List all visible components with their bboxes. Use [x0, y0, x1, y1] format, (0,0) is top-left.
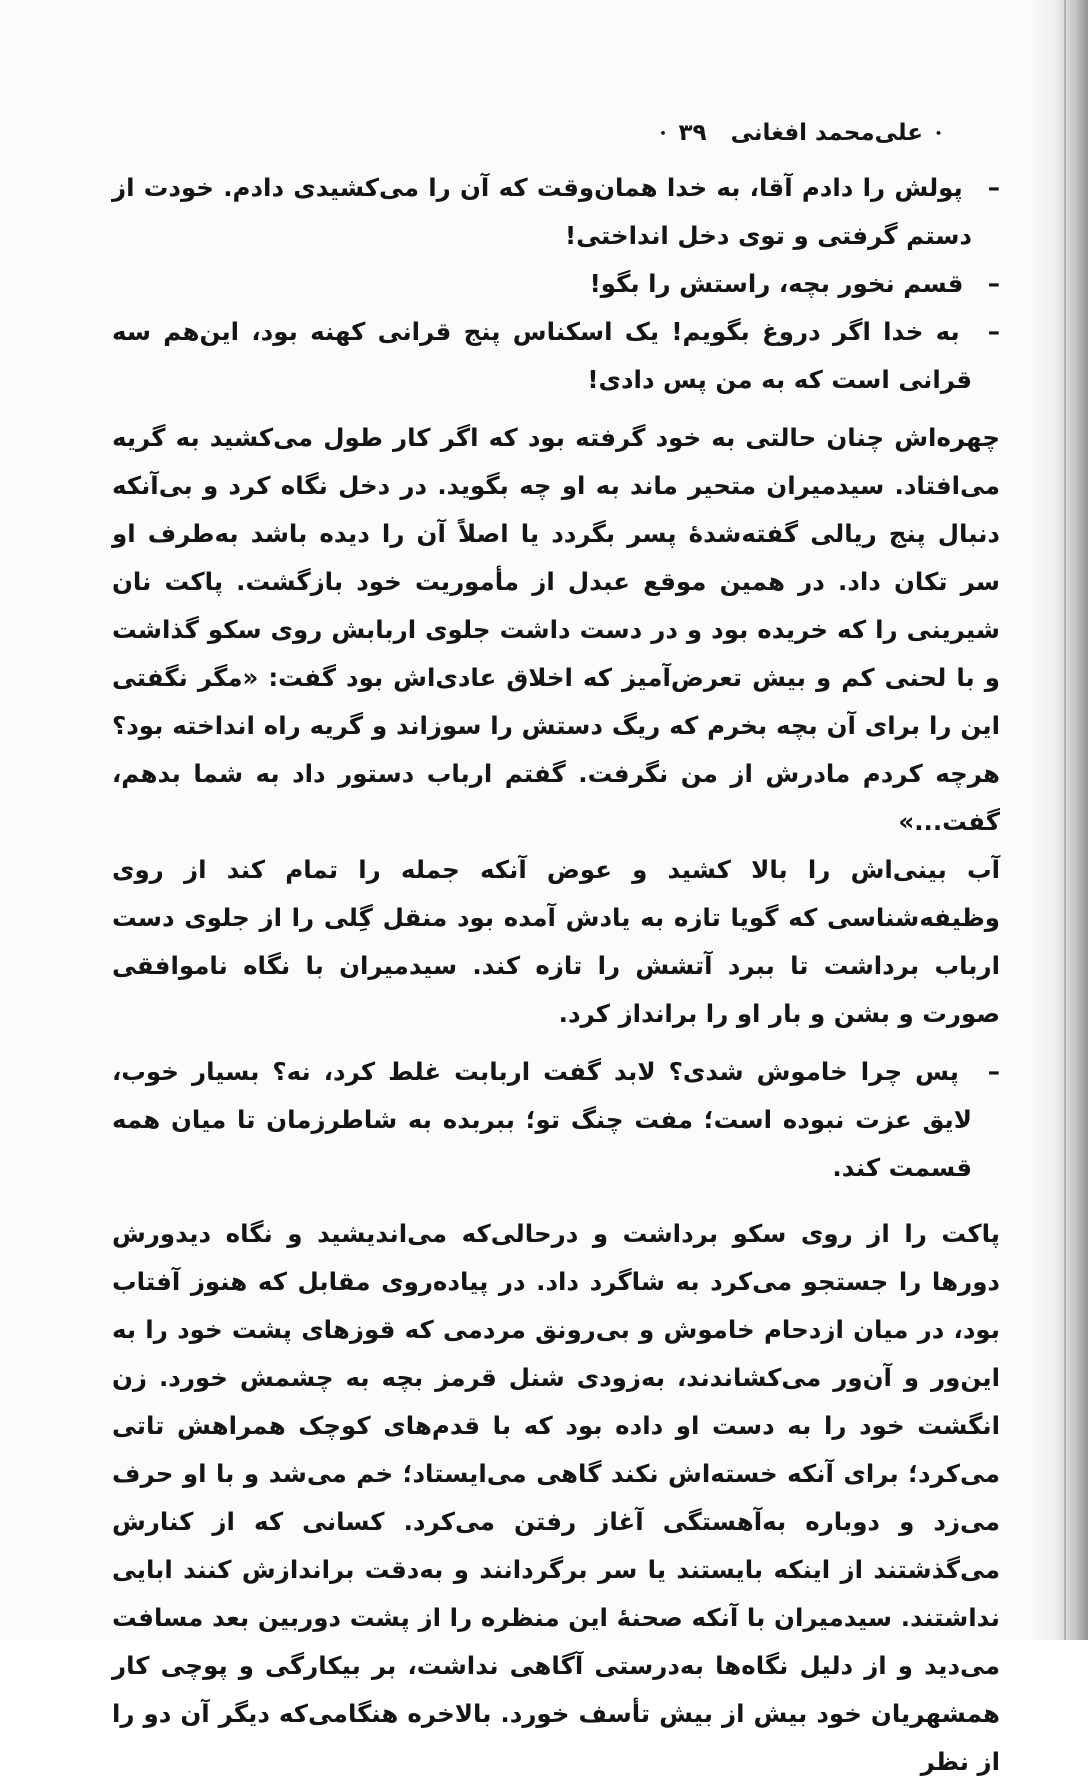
dialogue-text: قسم نخور بچه، راستش را بگو! — [589, 269, 964, 298]
dialogue-line — [112, 1048, 1000, 1192]
running-head — [655, 120, 946, 146]
dialogue-dash: – — [987, 317, 1000, 346]
narrative-paragraph: پاکت را از روی سکو برداشت و درحالی‌که می‌اندیشید و نگاه دیدورش دورها را جستجو می‌کرد به شاگرد داد. در پیاده‌روی مقابل که هنوز آفتاب بود، در میان ازدحام خاموش و بی‌رونق مردمی که قوزهای پشت خود را به این‌ور و آن‌ور می‌کشاندند، به‌زودی شنل قرمز بچه به چشمش خورد. زن انگشت خود را به دست او داده بود که با قدم‌های کوچک همراهش تاتی می‌کرد؛ برای آنکه خسته‌اش نکند گاهی می‌ایستاد؛ خم می‌شد و با او حرف می‌زد و دوباره به‌آهستگی آغاز رفتن می‌کرد. کسانی که از کنارش می‌گذشتند از اینکه بایستند یا سر برگردانند و به‌دقت براندازش کنند ابایی نداشتند. سیدمیران با آنکه صحنهٔ این منظره را از پشت دوربین بعد مسافت می‌دید و از دلیل نگاه‌ها به‌درستی آگاهی نداشت، بر بیکارگی و پوچی کار همشهریان خود بیش از بیش تأسف خورد. بالاخره هنگامی‌که دیگر آن دو را از نظر — [112, 1219, 1000, 1776]
narrative-paragraph: آب بینی‌اش را بالا کشید و عوض آنکه جمله را تمام کند از روی وظیفه‌شناسی که گویا تازه به یادش آمده بود منقل گِلی را از جلوی دست ارباب برداشت تا ببرد آتشش را تازه کند. سیدمیران با نگاه ناموافقی صورت و بشن و بار او را برانداز کرد. — [112, 855, 1000, 1028]
dialogue-dash: – — [987, 173, 1000, 202]
dialogue-dash: – — [987, 1057, 1000, 1086]
page-number: ۳۹ — [678, 120, 707, 146]
dialogue-text: پولش را دادم آقا، به خدا همان‌وقت که آن را می‌کشیدی دادم. خودت از دستم گرفتی و توی دخل انداختی! — [112, 173, 972, 250]
narrative-paragraph: چهره‌اش چنان حالتی به خود گرفته بود که اگر کار طول می‌کشید به گریه می‌افتاد. سیدمیران متحیر ماند به او چه بگوید. در دخل نگاه کرد و بی‌آنکه دنبال پنج ریالی گفته‌شدهٔ پسر بگردد یا اصلاً آن را دیده باشد به‌طرف او سر تکان داد. در همین موقع عبدل از مأموریت خود بازگشت. پاکت نان شیرینی را که خریده بود و در دست داشت جلوی اربابش روی سکو گذاشت و با لحنی کم و بیش تعرض‌آمیز که اخلاق عادی‌اش بود گفت: «مگر نگفتی این را برای آن بچه بخرم که ریگ دستش را سوزاند و گریه راه انداخته بود؟ هرچه کردم مادرش از من نگرفت. گفتم ارباب دستور داد به شما بدهم، گفت...» — [112, 423, 1000, 836]
spine-shadow — [1028, 0, 1088, 1640]
dialogue-dash: – — [987, 269, 1000, 298]
dialogue-text: به خدا اگر دروغ بگویم! یک اسکناس پنج قرانی کهنه بود، این‌هم سه قرانی است که به من پس دادی! — [112, 317, 972, 394]
dialogue-line — [112, 164, 1000, 260]
body-text — [112, 164, 1000, 1786]
dialogue-text: پس چرا خاموش شدی؟ لابد گفت اربابت غلط کرد، نه؟ بسیار خوب، لایق عزت نبوده است؛ مفت چنگ تو؛ ببربده به شاطرزمان تا میان همه قسمت کند. — [112, 1057, 972, 1182]
header-bullet-left: • — [659, 127, 667, 140]
header-bullet-right: • — [934, 127, 942, 140]
dialogue-line — [112, 260, 1000, 308]
author-name: علی‌محمد افغانی — [730, 120, 923, 146]
spine-edge — [1064, 0, 1066, 1640]
dialogue-line — [112, 308, 1000, 404]
